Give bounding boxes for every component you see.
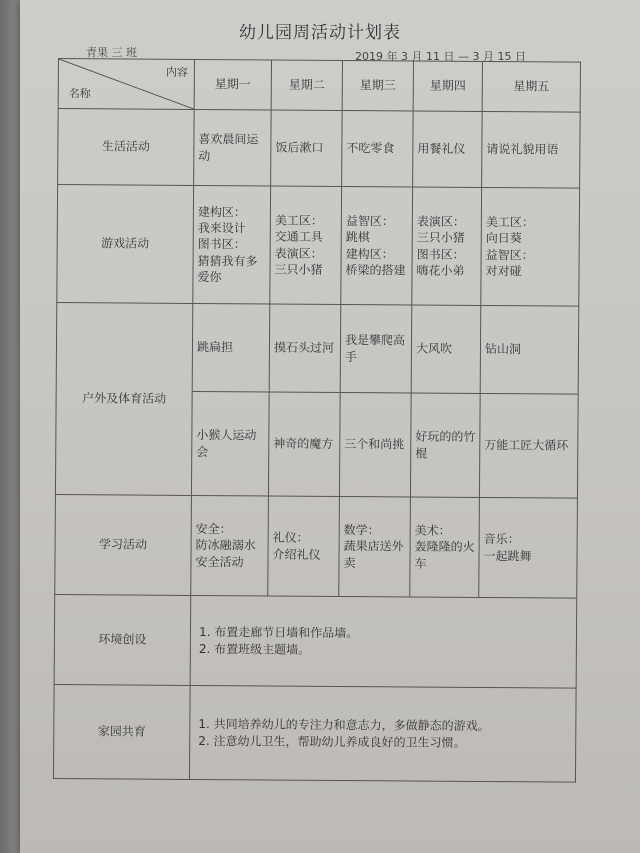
game-cell-tuesday: 美工区： 交通工具 表演区： 三只小猪 [270,186,342,304]
row-label-outdoor: 户外及体育活动 [55,302,192,495]
day-header-tuesday: 星期二 [271,60,342,110]
row-label-game: 游戏活动 [57,185,194,304]
row-study-activities [55,494,578,598]
row-label-life: 生活活动 [58,109,195,186]
day-header-thursday: 星期四 [413,61,482,111]
life-cell-wednesday: 不吃零食 [342,110,414,186]
outdoor-b-cell-tuesday: 神奇的魔方 [268,392,340,496]
outdoor-a-cell-monday: 跳扁担 [192,303,270,392]
life-cell-monday: 喜欢晨间运动 [194,109,272,186]
row-label-environment: 环境创设 [54,594,191,685]
row-label-study: 学习活动 [55,494,192,595]
row-home-school [53,684,576,782]
row-environment [54,594,577,688]
outdoor-a-cell-thursday: 大风吹 [411,305,481,393]
outdoor-b-cell-thursday: 好玩的的竹棍 [410,393,480,497]
outdoor-a-cell-tuesday: 摸石头过河 [269,304,341,392]
outdoor-b-cell-wednesday: 三个和尚挑 [339,392,411,496]
game-cell-thursday: 表演区： 三只小猪 图书区： 嗨花小弟 [412,187,482,305]
life-cell-thursday: 用餐礼仪 [413,111,483,187]
study-cell-thursday: 美术： 轰隆隆的火车 [410,497,480,597]
game-cell-monday: 建构区： 我来设计 图书区： 猜猜我有多爱你 [193,185,271,304]
date-range: 2019 年 3 月 11 日 — 3 月 15 日 [355,50,526,63]
row-game-activities [57,185,580,307]
study-cell-friday: 音乐： 一起跳舞 [479,497,578,598]
document-title: 幼儿园周活动计划表 [239,23,401,43]
corner-header-cell [58,59,194,110]
outdoor-b-cell-monday: 小猴人运动会 [191,391,269,496]
weekly-plan-table [53,58,581,783]
study-cell-monday: 安全： 防冰融溺水安全活动 [191,495,269,596]
row-life-activities [58,109,581,189]
environment-text: 1. 布置走廊节日墙和作品墙。 2. 布置班级主题墙。 [190,595,577,688]
game-cell-friday: 美工区： 向日葵 益智区： 对对碰 [481,187,580,306]
study-cell-wednesday: 数学： 蔬果店送外卖 [339,496,411,596]
day-header-wednesday: 星期三 [342,60,413,110]
row-outdoor-a [56,302,579,394]
study-cell-tuesday: 礼仪： 介绍礼仪 [268,496,340,596]
outdoor-b-cell-friday: 万能工匠大循环 [479,393,578,498]
row-label-home: 家园共育 [53,684,190,779]
header-row [58,59,580,113]
day-header-friday: 星期五 [482,61,580,112]
game-cell-wednesday: 益智区： 跳棋 建构区： 桥梁的搭建 [341,186,413,304]
outdoor-a-cell-friday: 钻山洞 [480,305,579,394]
life-cell-tuesday: 饭后漱口 [271,110,343,186]
home-school-text: 1. 共同培养幼儿的专注力和意志力，多做静态的游戏。 2. 注意幼儿卫生，帮助幼儿养成良好的卫生习惯。 [189,685,576,782]
day-header-monday: 星期一 [194,59,271,110]
life-cell-friday: 请说礼貌用语 [482,111,581,188]
corner-content-label: 内容 [165,65,188,79]
class-label: 青果 三 班 [86,46,137,59]
corner-name-label: 名称 [68,87,91,101]
outdoor-a-cell-wednesday: 我是攀爬高手 [340,304,412,392]
